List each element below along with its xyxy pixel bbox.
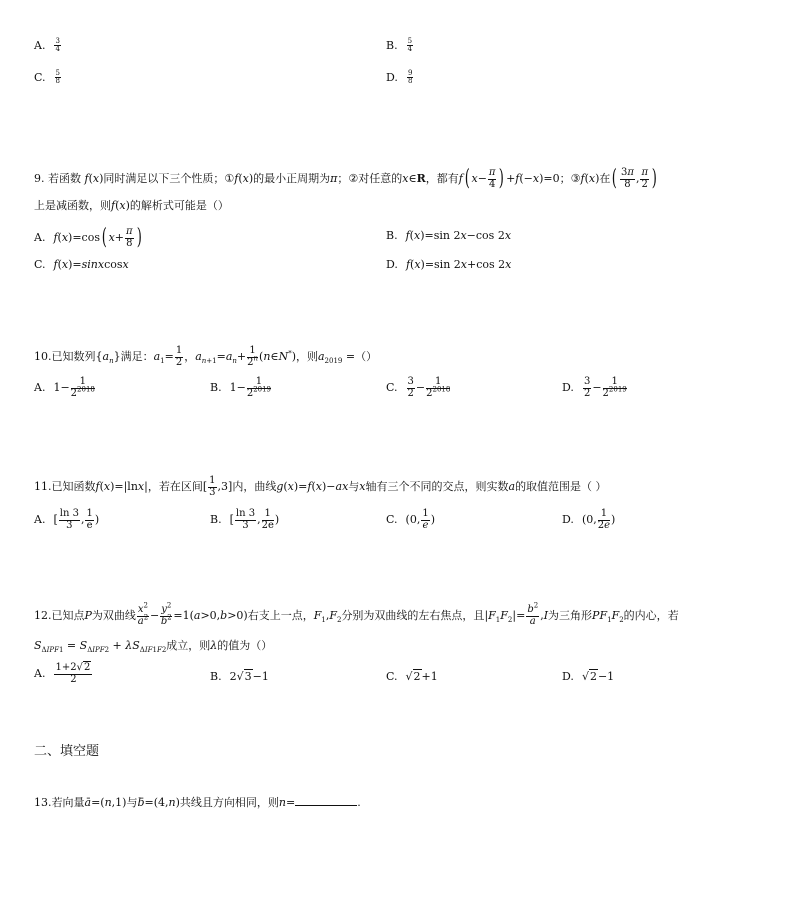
fraction: $\frac{5}{8}$ <box>55 69 60 86</box>
q11-option-c: C. (0, $\frac{1}{e}$ ) <box>386 508 435 531</box>
stem-text: 若向量 <box>51 796 85 809</box>
math-pi: π <box>330 172 338 185</box>
q8-option-d <box>386 70 414 86</box>
q10-option-a: A. 1− $\frac{1}{2^{2018}}$ <box>34 376 95 399</box>
stem-text: 满足： <box>120 350 154 363</box>
option-label: D. <box>562 513 574 526</box>
math-sequence: $\{a_n\}$ <box>95 350 121 366</box>
q13-stem <box>34 796 361 808</box>
question-number: 9. <box>34 172 45 185</box>
stem-text: 已知点 <box>51 609 85 622</box>
fraction: $\frac{5}{4}$ <box>407 37 413 54</box>
section-title: 二、填空题 <box>34 744 100 759</box>
math-fx: f(x) <box>84 172 104 185</box>
q12-option-c: C. √2+1 <box>386 670 438 683</box>
option-label: D. <box>386 258 398 271</box>
stem-text: 上是减函数，则 <box>34 199 111 212</box>
math-interval: [ $\frac{1}{3}$ ,3] <box>202 475 233 498</box>
option-label: C. <box>386 381 398 394</box>
stem-text: 同时满足以下三个性质；① <box>103 172 235 185</box>
q11-option-d: D. (0, $\frac{1}{2e}$ ) <box>562 508 616 531</box>
math-a: a <box>508 480 516 493</box>
option-math: f(x)=sin 2x−cos 2x <box>405 229 512 242</box>
option-label: A. <box>34 231 46 244</box>
math-x: x <box>359 480 366 493</box>
q8-option-c <box>34 70 62 86</box>
question-number: 10. <box>34 350 52 363</box>
stem-text: 分别为双曲线的左右焦点，且 <box>341 609 485 622</box>
option-label: B. <box>386 229 398 242</box>
math-area-eq: $S_{\Delta IPF1} = S_{\Delta IPF2} + \lambda S_{\Delta IF1F2}$ <box>34 639 167 655</box>
stem-text: 成立，则 <box>166 639 211 652</box>
math-initial: $a_1=$ $\frac{1}{2}$ ， <box>153 345 196 368</box>
option-math: f(x)=sin 2x+cos 2x <box>405 258 512 271</box>
stem-text: 的值为（） <box>217 639 273 652</box>
q9-option-a <box>34 227 143 249</box>
q11-stem <box>34 476 607 498</box>
option-label: B. <box>386 38 398 52</box>
stem-text: 的最小正周期为 <box>253 172 331 185</box>
q12-option-b: B. 2√3−1 <box>210 670 269 683</box>
q11-option-a: A. [ $\frac{\ln 3}{3}$ , $\frac{1}{e}$ ) <box>34 508 100 531</box>
option-label: D. <box>562 381 574 394</box>
stem-text: 已知数列 <box>51 350 96 363</box>
option-label: B. <box>210 381 222 394</box>
question-number: 12. <box>34 609 52 622</box>
q10-option-d: D. $\frac{3}{2}$ − $\frac{1}{2^{2019}}$ <box>562 376 627 399</box>
q9-stem-line1 <box>34 168 659 190</box>
math-target: $a_{2019}$ = <box>317 350 356 366</box>
math-fx: f(x) <box>580 172 600 185</box>
stem-text: 在 <box>599 172 611 185</box>
stem-text: 的内心，若 <box>623 609 679 622</box>
q10-option-b: B. 1− $\frac{1}{2^{2019}}$ <box>210 376 272 399</box>
option-label: A. <box>34 38 46 52</box>
math-vector-a: ā=(n,1) <box>84 796 127 809</box>
q12-stem-line1 <box>34 601 679 627</box>
stem-text: 的解析式可能是（） <box>129 199 229 212</box>
math-lambda: λ <box>210 639 218 652</box>
question-number: 13. <box>34 796 52 809</box>
option-label: C. <box>34 70 46 84</box>
stem-text: ，则 <box>295 350 318 363</box>
math-hyperbola: $\frac{x^2}{a^2}$ − $\frac{y^2}{b^2}$ =1(a>0,b>0) <box>137 601 248 627</box>
math-interval: ( $\frac{3\pi}{8}$ , $\frac{\pi}{2}$ ) <box>612 166 657 191</box>
stem-text: 轴有三个不同的交点，则实数 <box>365 480 509 493</box>
q10-option-c: C. $\frac{3}{2}$ − $\frac{1}{2^{2018}}$ <box>386 376 451 399</box>
option-label: D. <box>386 70 398 84</box>
fraction: $\frac{9}{8}$ <box>407 69 413 86</box>
stem-text: 的取值范围是（ ） <box>515 480 607 493</box>
q12-stem-line2 <box>34 639 273 655</box>
option-label: B. <box>210 513 222 526</box>
option-label: A. <box>34 381 46 394</box>
stem-text: （） <box>355 350 378 363</box>
math-vector-b: b̄=(4,n) <box>137 796 180 809</box>
stem-text: ；③ <box>559 172 581 185</box>
stem-text: ，都有 <box>425 172 459 185</box>
q12-option-a: A. $\frac{1+2√2}{2}$ <box>34 662 91 685</box>
q8-option-b <box>386 38 414 54</box>
q9-option-d <box>386 259 511 270</box>
stem-text: 为双曲线 <box>91 609 136 622</box>
option-math: f(x)=cos( x+ $\frac{\pi}{8}$ ) <box>53 225 142 250</box>
stem-text: 与 <box>126 796 138 809</box>
stem-text: 若函数 <box>48 172 81 185</box>
option-label: D. <box>562 670 574 683</box>
stem-text: ；②对任意的 <box>337 172 403 185</box>
math-foci: $F_1,F_2$ <box>313 609 342 625</box>
math-p: P <box>84 609 92 622</box>
q8-option-a <box>34 38 62 54</box>
option-label: C. <box>386 670 398 683</box>
q9-stem-line2 <box>34 200 229 211</box>
stem-text: 与 <box>348 480 360 493</box>
math-fx: f(x) <box>234 172 254 185</box>
math-recurrence: $a_{n+1}=a_n+$ $\frac{1}{2^n}$ (n∈N*) <box>195 345 296 368</box>
q10-stem <box>34 346 377 368</box>
answer-blank[interactable] <box>295 796 357 806</box>
stem-text: ，若在区间 <box>147 480 203 493</box>
fraction: $\frac{3}{4}$ <box>55 37 60 54</box>
math-n: n= <box>278 796 296 809</box>
math-triangle: $PF_1F_2$ <box>592 609 624 625</box>
option-label: B. <box>210 670 222 683</box>
stem-text: 右支上一点， <box>247 609 314 622</box>
option-label: C. <box>386 513 398 526</box>
math-fx-def: f(x)=|lnx| <box>95 480 148 493</box>
option-label: C. <box>34 258 46 271</box>
q11-option-b: B. [ $\frac{\ln 3}{3}$ , $\frac{1}{2e}$ ) <box>210 508 280 531</box>
option-label: A. <box>34 513 46 526</box>
q12-option-d: D. √2−1 <box>562 670 615 683</box>
q9-option-c <box>34 259 129 270</box>
math-gx-def: g(x)=f(x)−ax <box>276 480 349 493</box>
math-symmetry-eq: f( x− $\frac{\pi}{4}$ ) +f(−x)=0 <box>458 166 560 191</box>
stem-text: 共线且方向相同，则 <box>179 796 279 809</box>
option-label: A. <box>34 667 46 680</box>
math-focal-distance: $|F_1F_2|=$ $\frac{b^2}{a}$ ,I <box>484 601 549 627</box>
option-math: f(x)=sinxcosx <box>53 258 129 271</box>
q9-option-b <box>386 230 511 241</box>
stem-text: 为三角形 <box>548 609 593 622</box>
stem-text: 已知函数 <box>51 480 96 493</box>
math-x-in-r: x∈R <box>402 172 426 185</box>
question-number: 11. <box>34 480 52 493</box>
stem-text: 内，曲线 <box>232 480 277 493</box>
math-fx: f(x) <box>111 199 130 212</box>
stem-text: . <box>357 796 361 809</box>
